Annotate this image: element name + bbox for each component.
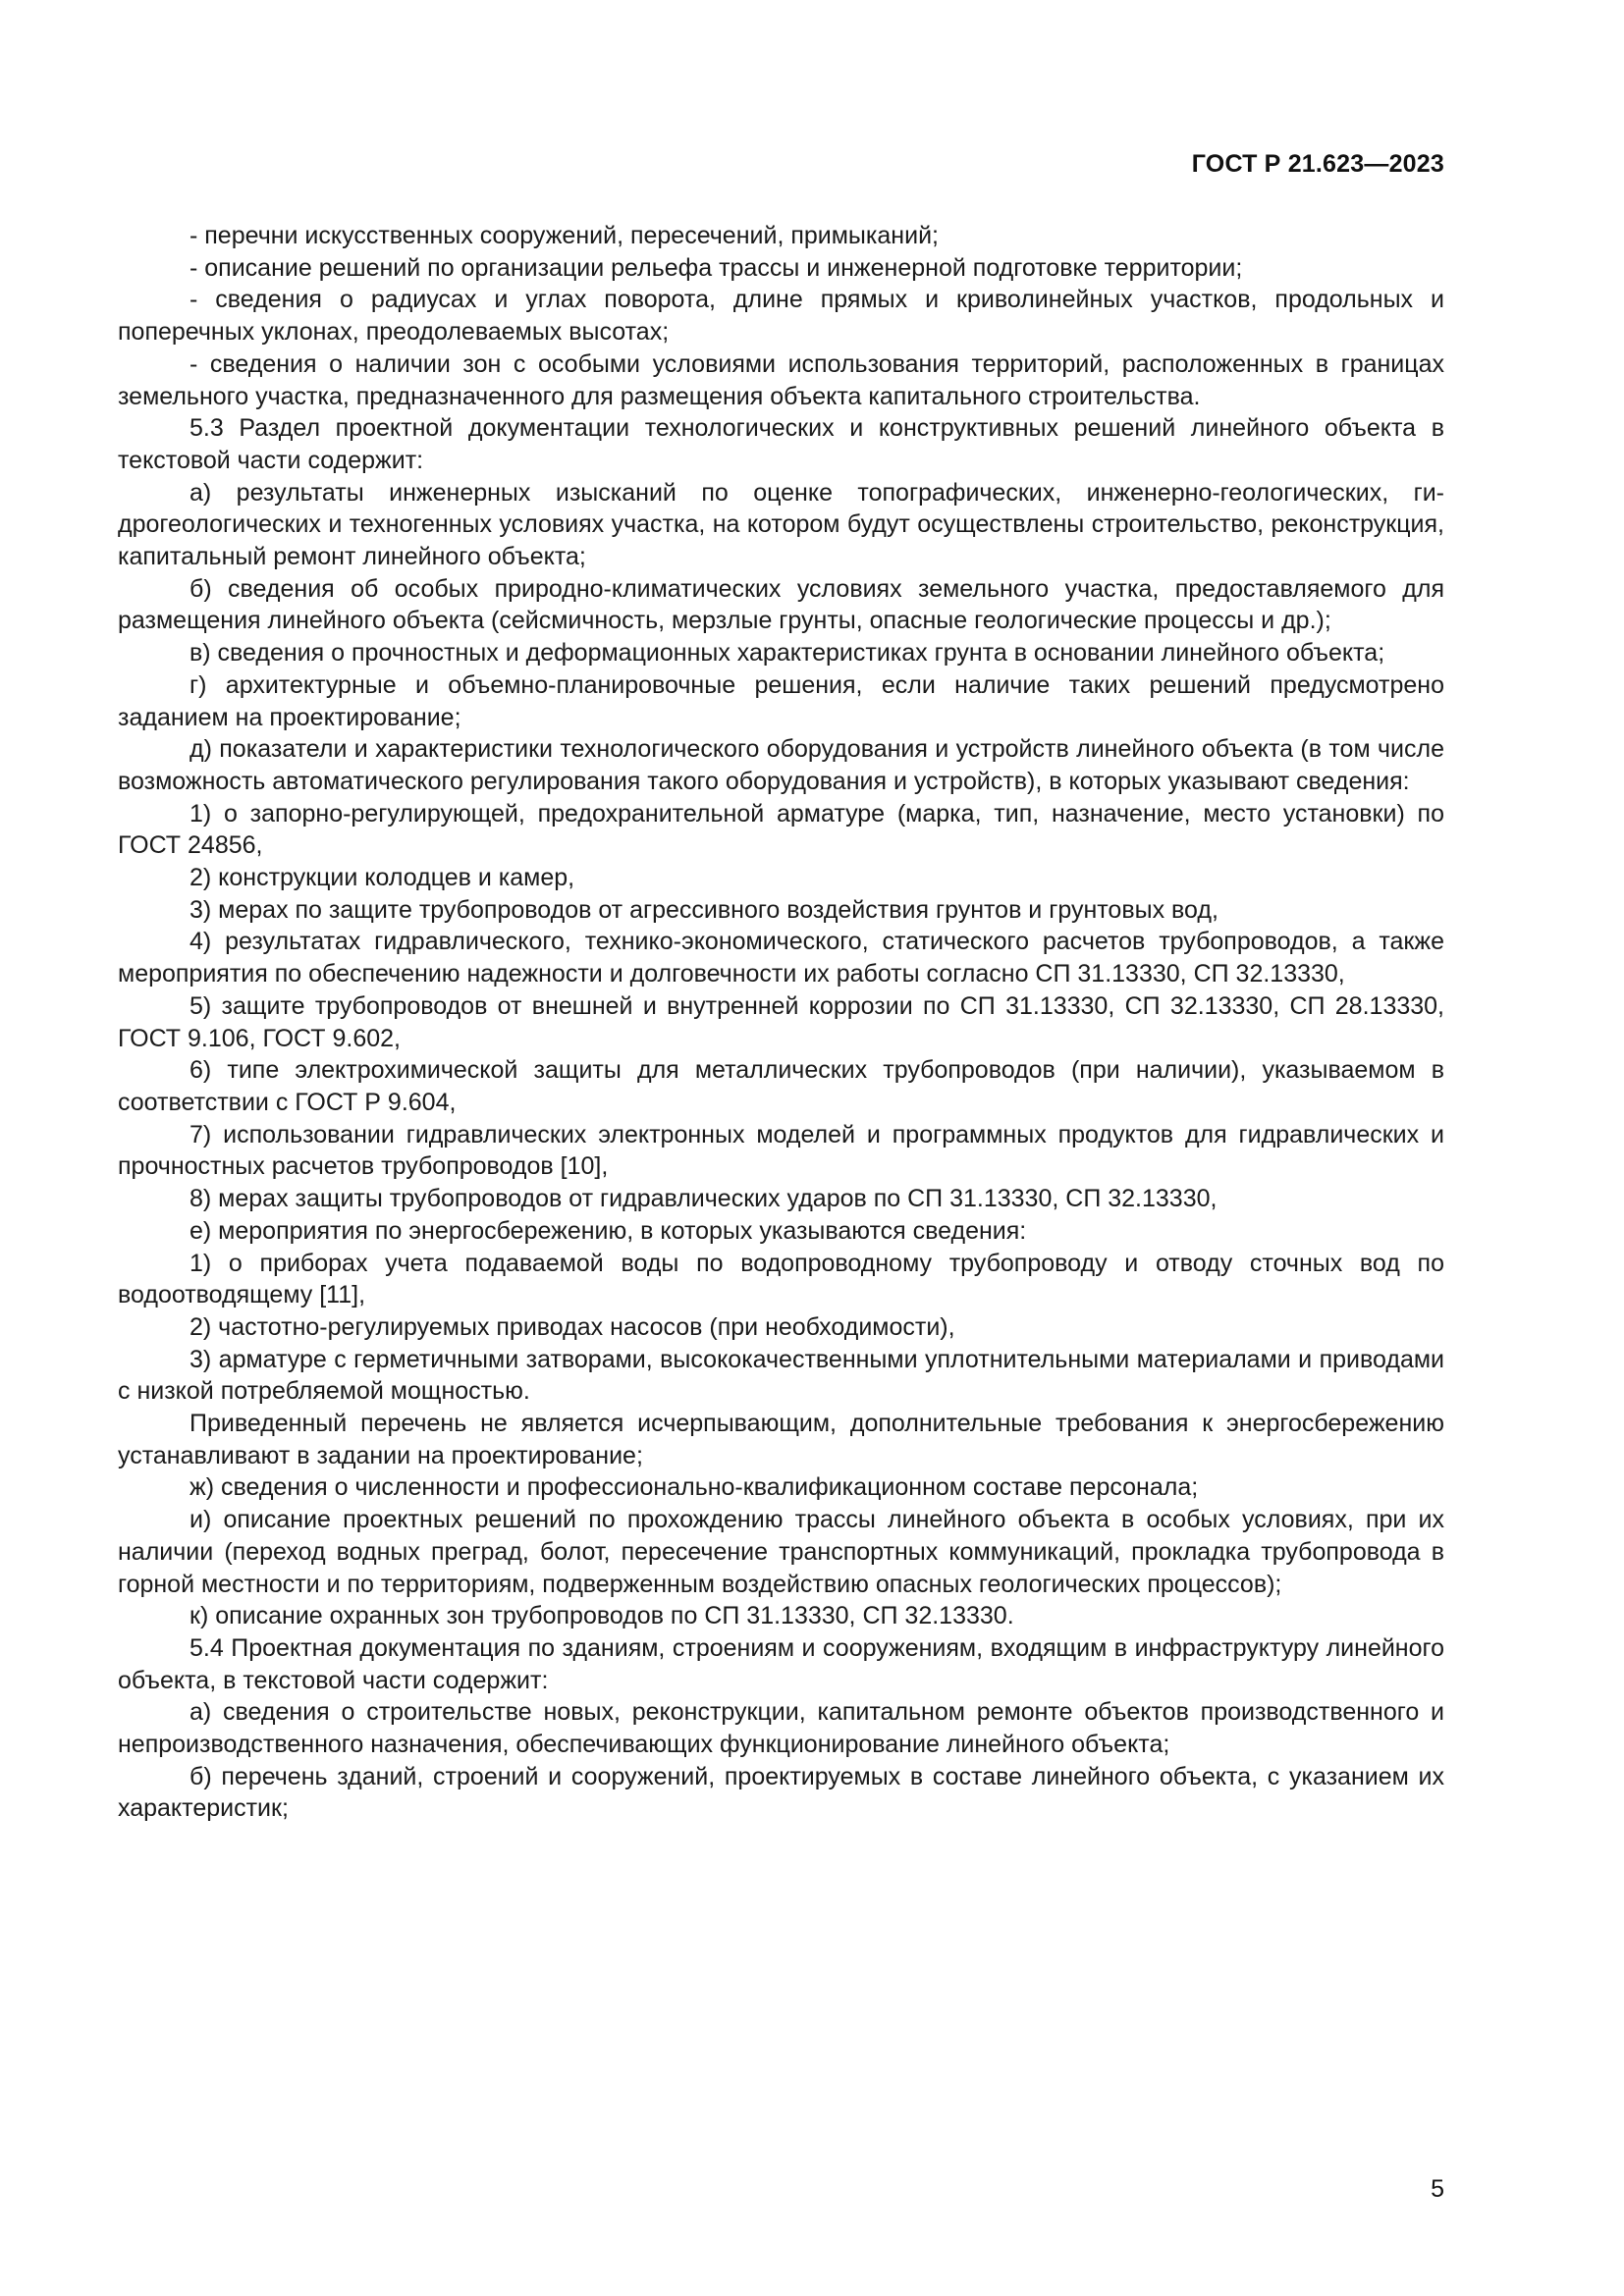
paragraph: 2) конструкции колодцев и камер, [189,864,575,892]
paragraph: ж) сведения о численности и профессионально-квалификационном составе персонала; [189,1473,1199,1502]
document-body [118,220,1444,1825]
paragraph: 8) мерах защиты трубопроводов от гидравлических ударов по СП 31.13330, СП 32.13330, [189,1185,1218,1213]
section-5-3-paragraph: 5.3 Раздел проектной документации технологических и конструктивных решений линейного объекта в текстовой части содержит: [118,414,1444,474]
paragraph: - сведения о наличии зон с особыми условиями использования территорий, расположенных в границах земельного участка, предназначенного для размещения объекта капитального строительства. [118,349,1444,410]
paragraph: 4) результатах гидравлического, технико-экономического, статического расчетов трубопроводов, а также мероприятия по обеспечению надежности и долговечности их работы согласно СП 31.13330, СП 32.13330, [118,928,1444,988]
paragraph: 3) арматуре с герметичными затворами, высококачественными уплотнительными материалами и приводами с низкой потребляемой мощностью. [118,1345,1444,1406]
paragraph: - описание решений по организации рельефа трассы и инженерной подготовке территории; [189,253,1243,282]
paragraph: 1) о приборах учета подаваемой воды по водопроводному трубопроводу и отводу сточных вод по водоотводящему [11], [118,1249,1444,1309]
paragraph: и) описание проектных решений по прохождению трассы линейного объекта в особых условиях, при их наличии (переход водных преград, болот, пересечение транспортных коммуникаций, прокладка трубопровода в горной местности и по территориям, подверженным воздействию опасных геологических процессов); [118,1506,1444,1598]
paragraph: б) перечень зданий, строений и сооружений, проектируемых в составе линейного объекта, с указанием их характеристик; [118,1762,1444,1823]
document-code-header: ГОСТ Р 21.623—2023 [1191,150,1444,178]
paragraph: б) сведения об особых природно-климатических условиях земельного участка, предоставляемого для размещения линейного объекта (сейсмичность, мерзлые грунты, опасные геологические процессы и др.); [118,574,1444,635]
paragraph: 7) использовании гидравлических электронных моделей и программных продуктов для гидравлических и прочностных расчетов трубопроводов [10], [118,1120,1444,1181]
paragraph: 3) мерах по защите трубопроводов от агрессивного воздействия грунтов и грунтовых вод, [189,895,1218,924]
paragraph: д) показатели и характеристики технологического оборудования и устройств линейного объекта (в том числе возможность автоматического регулирования такого оборудования и устройств), в которых указывают сведения: [118,735,1444,795]
paragraph: к) описание охранных зон трубопроводов по СП 31.13330, СП 32.13330. [189,1602,1014,1630]
paragraph: 6) типе электрохимической защиты для металлических трубопроводов (при наличии), указываемом в соответствии с ГОСТ Р 9.604, [118,1056,1444,1116]
paragraph: 5) защите трубопроводов от внешней и внутренней коррозии по СП 31.13330, СП 32.13330, СП 28.13330, ГОСТ 9.106, ГОСТ 9.602, [118,991,1444,1052]
paragraph: 2) частотно-регулируемых приводах насосов (при необходимости), [189,1312,955,1341]
page-number: 5 [1431,2175,1444,2203]
section-5-4-paragraph: 5.4 Проектная документация по зданиям, строениям и сооружениям, входящим в инфраструктуру линейного объекта, в текстовой части содержит: [118,1633,1444,1694]
paragraph: в) сведения о прочностных и деформационных характеристиках грунта в основании линейного объекта; [189,639,1385,667]
paragraph: е) мероприятия по энергосбережению, в которых указываются сведения: [189,1216,1027,1245]
paragraph: - перечни искусственных сооружений, пересечений, примыканий; [189,222,939,249]
paragraph: г) архитектурные и объемно-планировочные решения, если наличие таких решений предусмотрено заданием на проектирование; [118,670,1444,731]
paragraph: 1) о запорно-регулирующей, предохранительной арматуре (марка, тип, назначение, место установки) по ГОСТ 24856, [118,799,1444,860]
paragraph: Приведенный перечень не является исчерпывающим, дополнительные требования к энергосбережению устанавливают в задании на проектирование; [118,1410,1444,1469]
paragraph: - сведения о радиусах и углах поворота, длине прямых и криволинейных участков, продольных и поперечных уклонах, преодолеваемых высотах; [118,286,1444,347]
paragraph: а) сведения о строительстве новых, реконструкции, капитальном ремонте объектов производственного и непроизводственного назначения, обеспечивающих функционирование линейного объекта; [118,1698,1444,1759]
paragraph: а) результаты инженерных изысканий по оценке топографических, инженерно-геологических, гидрогеологических и техногенных условиях участка, на котором будут осуществлены строительство, реконструкция, капитальный ремонт линейного объекта; [118,478,1444,571]
